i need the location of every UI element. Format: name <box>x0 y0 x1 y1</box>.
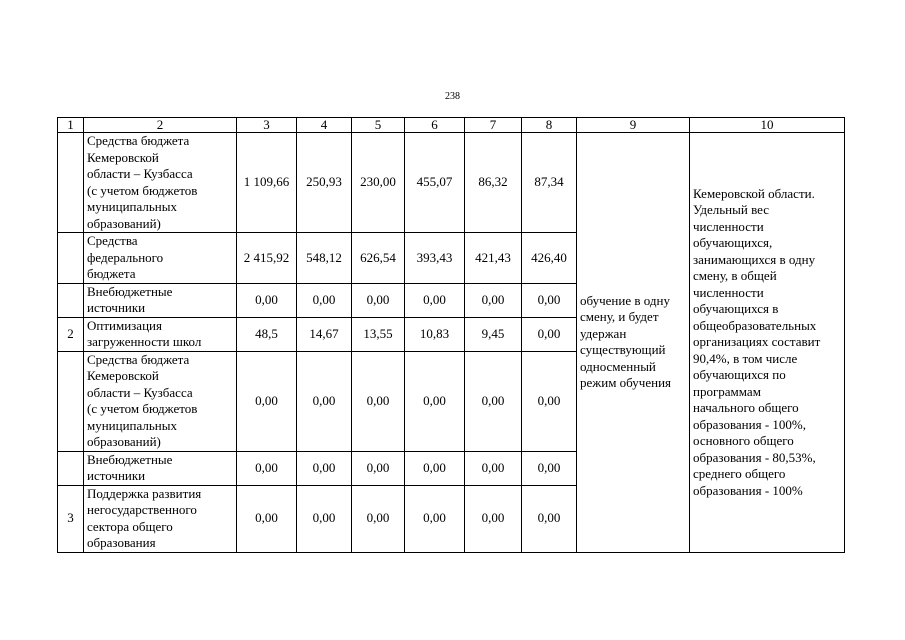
value-cell: 0,00 <box>237 451 297 485</box>
column-header: 7 <box>465 118 522 133</box>
value-cell: 0,00 <box>405 485 465 552</box>
value-cell: 0,00 <box>522 317 577 351</box>
expected-result-cell <box>577 133 690 553</box>
value-cell: 14,67 <box>297 317 352 351</box>
note-line: образования - 100%, <box>693 416 806 432</box>
note-line: обучающихся, <box>693 235 773 250</box>
value-cell: 0,00 <box>522 485 577 552</box>
note-line: среднего общего <box>693 466 786 481</box>
row-name-cell <box>84 133 237 233</box>
row-name-line: сектора общего <box>87 518 173 534</box>
column-header: 3 <box>237 118 297 133</box>
value-cell: 0,00 <box>465 283 522 317</box>
row-name-line: (с учетом бюджетов <box>87 401 198 416</box>
row-name-line: области – Кузбасса <box>87 166 193 181</box>
value-cell: 87,34 <box>522 133 577 233</box>
value-cell: 0,00 <box>297 351 352 451</box>
row-number-cell: 2 <box>58 317 84 351</box>
row-name-cell <box>84 351 237 451</box>
table-row <box>58 133 845 233</box>
row-name-cell <box>84 283 237 317</box>
note-line: обучающихся в <box>693 301 779 316</box>
note-line: численности <box>693 284 764 300</box>
row-name-line: Внебюджетные <box>87 283 173 299</box>
row-name-line: Средства <box>87 233 138 248</box>
value-cell: 0,00 <box>522 351 577 451</box>
row-name-line: негосударственного <box>87 502 197 517</box>
note-line: основного общего <box>693 433 794 448</box>
row-name-line: Внебюджетные <box>87 451 173 467</box>
note-line: смену, в общей <box>693 268 777 283</box>
value-cell: 426,40 <box>522 233 577 284</box>
column-header: 6 <box>405 118 465 133</box>
value-cell: 0,00 <box>297 451 352 485</box>
value-cell: 0,00 <box>352 485 405 552</box>
row-number-cell <box>58 451 84 485</box>
note-line: общеобразовательных <box>693 317 817 333</box>
row-name-line: муниципальных <box>87 417 178 433</box>
value-cell: 250,93 <box>297 133 352 233</box>
column-header: 10 <box>690 118 845 133</box>
value-cell: 0,00 <box>352 351 405 451</box>
value-cell: 9,45 <box>465 317 522 351</box>
value-cell: 0,00 <box>297 485 352 552</box>
value-cell: 0,00 <box>352 283 405 317</box>
column-header: 1 <box>58 118 84 133</box>
row-name-line: образования <box>87 535 156 550</box>
value-cell: 0,00 <box>522 451 577 485</box>
row-name-line: образований) <box>87 215 161 231</box>
value-cell: 0,00 <box>522 283 577 317</box>
value-cell: 548,12 <box>297 233 352 284</box>
value-cell: 0,00 <box>465 485 522 552</box>
row-name-line: источники <box>87 300 146 315</box>
value-cell: 0,00 <box>405 283 465 317</box>
value-cell: 0,00 <box>405 451 465 485</box>
note-line: смену, и будет <box>580 309 659 325</box>
page-number: 238 <box>445 91 460 102</box>
value-cell: 0,00 <box>405 351 465 451</box>
row-number-cell <box>58 233 84 284</box>
note-line: занимающихся в одну <box>693 251 816 267</box>
note-line: режим обучения <box>580 375 672 391</box>
note-line: Удельный вес <box>693 202 770 217</box>
header-row <box>58 118 845 133</box>
value-cell: 0,00 <box>465 351 522 451</box>
column-header: 9 <box>577 118 690 133</box>
row-name-line: области – Кузбасса <box>87 384 193 400</box>
row-name-line: загруженности школ <box>87 334 202 349</box>
note-line: организациях составит <box>693 334 821 349</box>
row-number-cell <box>58 283 84 317</box>
value-cell: 421,43 <box>465 233 522 284</box>
row-number-cell <box>58 351 84 451</box>
row-name-line: (с учетом бюджетов <box>87 182 198 198</box>
note-line: программам <box>693 383 761 399</box>
note-line: образования - 80,53%, <box>693 449 816 465</box>
value-cell: 86,32 <box>465 133 522 233</box>
note-line: образования - 100% <box>693 482 803 498</box>
row-name-line: Средства бюджета <box>87 351 190 367</box>
note-line: численности <box>693 218 764 234</box>
row-number-cell <box>58 133 84 233</box>
note-line: обучение в одну <box>580 292 670 308</box>
row-name-cell <box>84 485 237 552</box>
value-cell: 2 415,92 <box>237 233 297 284</box>
note-line: удержан <box>580 325 627 341</box>
indicator-cell <box>690 133 845 553</box>
value-cell: 13,55 <box>352 317 405 351</box>
value-cell: 1 109,66 <box>237 133 297 233</box>
row-name-line: федерального <box>87 249 164 265</box>
value-cell: 0,00 <box>465 451 522 485</box>
value-cell: 48,5 <box>237 317 297 351</box>
row-name-line: Средства бюджета <box>87 133 190 148</box>
value-cell: 0,00 <box>237 485 297 552</box>
row-name-line: Поддержка развития <box>87 485 202 501</box>
value-cell: 0,00 <box>237 351 297 451</box>
row-name-line: образований) <box>87 434 161 449</box>
row-name-line: Кемеровской <box>87 149 159 165</box>
row-name-line: Кемеровской <box>87 368 159 383</box>
row-name-line: муниципальных <box>87 199 178 214</box>
row-name-cell <box>84 317 237 351</box>
note-line: существующий <box>580 342 666 358</box>
row-name-line: Оптимизация <box>87 317 162 333</box>
value-cell: 0,00 <box>297 283 352 317</box>
program-funding-table <box>57 117 845 553</box>
row-name-line: источники <box>87 468 146 483</box>
column-header: 8 <box>522 118 577 133</box>
value-cell: 455,07 <box>405 133 465 233</box>
value-cell: 230,00 <box>352 133 405 233</box>
note-line: односменный <box>580 358 656 374</box>
value-cell: 626,54 <box>352 233 405 284</box>
note-line: начального общего <box>693 400 799 415</box>
note-line: 90,4%, в том числе <box>693 350 798 366</box>
value-cell: 0,00 <box>352 451 405 485</box>
row-number-cell: 3 <box>58 485 84 552</box>
value-cell: 10,83 <box>405 317 465 351</box>
row-name-cell <box>84 451 237 485</box>
note-line: обучающихся по <box>693 367 786 382</box>
note-line: Кемеровской области. <box>693 185 815 201</box>
column-header: 5 <box>352 118 405 133</box>
column-header: 4 <box>297 118 352 133</box>
row-name-line: бюджета <box>87 266 136 281</box>
column-header: 2 <box>84 118 237 133</box>
value-cell: 0,00 <box>237 283 297 317</box>
value-cell: 393,43 <box>405 233 465 284</box>
row-name-cell <box>84 233 237 284</box>
